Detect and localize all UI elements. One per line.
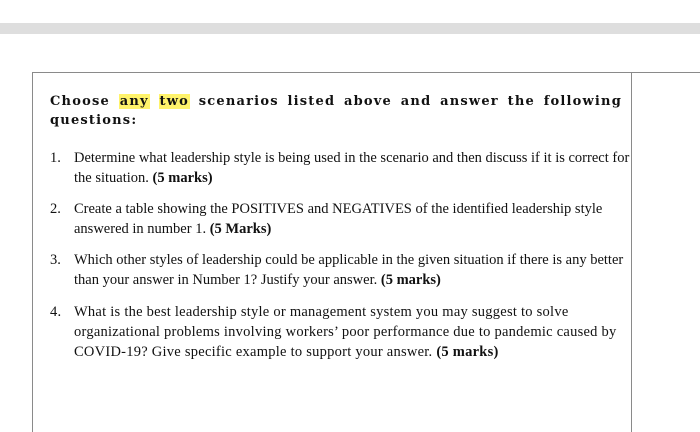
question-text: Which other styles of leadership could be applicable in the given situation if there is any better than your answer in Number 1? Justify your answer. xyxy=(74,252,624,288)
question-text: What is the best leadership style or management system you may suggest to solve organizational problems involving workers’ poor performance due to pandemic caused by COVID-19? Give specific example to support your answer. xyxy=(74,304,617,360)
highlight-two: two xyxy=(159,94,189,109)
question-number: 3. xyxy=(50,252,61,268)
question-marks: (5 marks) xyxy=(380,272,441,288)
question-number: 4. xyxy=(50,304,62,320)
question-number: 2. xyxy=(50,201,61,217)
question-text: Create a table showing the POSITIVES and NEGATIVES of the identified leadership style answered in number 1. xyxy=(74,201,603,237)
question-number: 1. xyxy=(50,150,61,166)
highlight-any: any xyxy=(119,94,149,109)
table-border-line xyxy=(631,72,700,73)
instruction-part2: scenarios listed above and answer the following questions: xyxy=(50,94,622,128)
question-marks: (5 Marks) xyxy=(209,221,272,237)
question-item-2 xyxy=(50,199,630,239)
top-gray-bar xyxy=(0,23,700,34)
question-item-4 xyxy=(50,302,630,362)
question-text: Determine what leadership style is being used in the scenario and then discuss if it is correct for the situation. xyxy=(74,150,630,186)
question-marks: (5 marks) xyxy=(436,344,499,360)
question-marks: (5 marks) xyxy=(152,170,213,186)
instruction-text xyxy=(50,92,622,130)
question-item-3 xyxy=(50,250,630,290)
instruction-part1: Choose xyxy=(50,94,119,109)
question-item-1 xyxy=(50,148,630,188)
